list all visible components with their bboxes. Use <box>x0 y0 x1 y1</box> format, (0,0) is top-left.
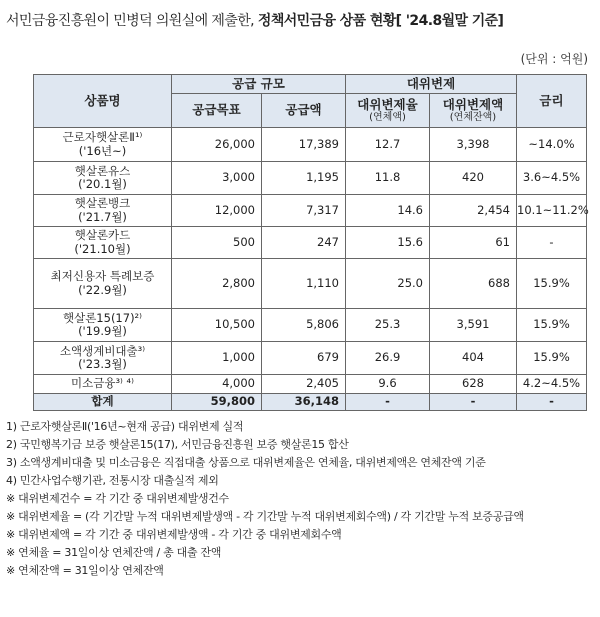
interest-cell: 3.6~4.5% <box>517 162 587 195</box>
header-target: 공급목표 <box>172 94 262 128</box>
target-cell: 26,000 <box>172 128 262 162</box>
table-row <box>34 342 587 375</box>
target-cell: 500 <box>172 227 262 259</box>
table-row <box>34 162 587 195</box>
rate-cell: 12.7 <box>346 128 430 162</box>
header-rate-sub: (연체액) <box>369 111 406 123</box>
total-sum: - <box>430 394 517 411</box>
total-interest: - <box>517 394 587 411</box>
header-amount: 공급액 <box>262 94 346 128</box>
total-target: 59,800 <box>172 394 262 411</box>
footnotes <box>6 418 596 580</box>
product-name: 최저신용자 특례보증 ('22.9월) <box>34 259 172 309</box>
sum-cell: 404 <box>430 342 517 375</box>
footnote: ※ 대위변제액 = 각 기간 중 대위변제발생액 - 각 기간 중 대위변제회수액 <box>6 528 342 541</box>
header-sum <box>430 94 517 128</box>
interest-cell: - <box>517 227 587 259</box>
amount-cell: 1,110 <box>262 259 346 309</box>
target-cell: 4,000 <box>172 375 262 394</box>
interest-cell: 10.1~11.2% <box>517 195 587 227</box>
footnote: ※ 연체잔액 = 31일이상 연체잔액 <box>6 564 164 577</box>
product-name: 햇살론15(17)²⁾ ('19.9월) <box>34 309 172 342</box>
sum-cell: 3,591 <box>430 309 517 342</box>
product-name: 소액생계비대출³⁾ ('23.3월) <box>34 342 172 375</box>
header-subrogation-group: 대위변제 <box>346 75 517 94</box>
rate-cell: 26.9 <box>346 342 430 375</box>
amount-cell: 5,806 <box>262 309 346 342</box>
total-rate: - <box>346 394 430 411</box>
title-prefix: 서민금융진흥원이 민병덕 의원실에 제출한, <box>6 13 258 29</box>
interest-cell: 15.9% <box>517 342 587 375</box>
amount-cell: 7,317 <box>262 195 346 227</box>
target-cell: 1,000 <box>172 342 262 375</box>
header-supply-group: 공급 규모 <box>172 75 346 94</box>
table-row <box>34 227 587 259</box>
total-amount: 36,148 <box>262 394 346 411</box>
amount-cell: 2,405 <box>262 375 346 394</box>
sum-cell: 420 <box>430 162 517 195</box>
product-table <box>33 74 587 411</box>
footnote: ※ 대위변제율 = (각 기간말 누적 대위변제발생액 - 각 기간말 누적 대위변제회수액) / 각 기간말 누적 보증공급액 <box>6 510 524 523</box>
title-bold: 정책서민금융 상품 현황[ '24.8월말 기준] <box>257 13 504 29</box>
product-name: 햇살론유스 ('20.1월) <box>34 162 172 195</box>
target-cell: 10,500 <box>172 309 262 342</box>
header-sum-label: 대위변제액 <box>442 96 504 112</box>
sum-cell: 628 <box>430 375 517 394</box>
amount-cell: 679 <box>262 342 346 375</box>
document-title <box>6 10 596 30</box>
footnote: 2) 국민행복기금 보증 햇살론15(17), 서민금융진흥원 보증 햇살론15 합산 <box>6 438 349 451</box>
total-label: 합계 <box>34 394 172 411</box>
footnote: ※ 대위변제건수 = 각 기간 중 대위변제발생건수 <box>6 492 229 505</box>
footnote: 4) 민간사업수행기관, 전통시장 대출실적 제외 <box>6 474 219 487</box>
footnote: 1) 근로자햇살론Ⅱ('16년~현재 공급) 대위변제 실적 <box>6 420 244 433</box>
amount-cell: 1,195 <box>262 162 346 195</box>
total-row <box>34 394 587 411</box>
product-name: 햇살론카드 ('21.10월) <box>34 227 172 259</box>
header-rate <box>346 94 430 128</box>
interest-cell: ~14.0% <box>517 128 587 162</box>
sum-cell: 688 <box>430 259 517 309</box>
sum-cell: 61 <box>430 227 517 259</box>
table-row <box>34 259 587 309</box>
interest-cell: 15.9% <box>517 259 587 309</box>
rate-cell: 25.0 <box>346 259 430 309</box>
table-row <box>34 309 587 342</box>
target-cell: 2,800 <box>172 259 262 309</box>
table-row <box>34 195 587 227</box>
rate-cell: 9.6 <box>346 375 430 394</box>
footnote: ※ 연체율 = 31일이상 연체잔액 / 총 대출 잔액 <box>6 546 222 559</box>
header-rate-label: 대위변제율 <box>357 96 418 112</box>
footnote: 3) 소액생계비대출 및 미소금융은 직접대출 상품으로 대위변제율은 연체율, 대위변제액은 연체잔액 기준 <box>6 456 486 469</box>
amount-cell: 17,389 <box>262 128 346 162</box>
header-interest: 금리 <box>517 75 587 128</box>
sum-cell: 2,454 <box>430 195 517 227</box>
table-row <box>34 375 587 394</box>
rate-cell: 15.6 <box>346 227 430 259</box>
sum-cell: 3,398 <box>430 128 517 162</box>
rate-cell: 11.8 <box>346 162 430 195</box>
rate-cell: 25.3 <box>346 309 430 342</box>
product-name: 미소금융³⁾ ⁴⁾ <box>34 375 172 394</box>
interest-cell: 15.9% <box>517 309 587 342</box>
rate-cell: 14.6 <box>346 195 430 227</box>
target-cell: 12,000 <box>172 195 262 227</box>
table-row <box>34 128 587 162</box>
unit-label: (단위 : 억원) <box>520 52 588 66</box>
header-product: 상품명 <box>34 75 172 128</box>
interest-cell: 4.2~4.5% <box>517 375 587 394</box>
product-name: 근로자햇살론Ⅱ¹⁾ ('16년~) <box>34 128 172 162</box>
product-name: 햇살론뱅크 ('21.7월) <box>34 195 172 227</box>
target-cell: 3,000 <box>172 162 262 195</box>
amount-cell: 247 <box>262 227 346 259</box>
header-sum-sub: (연체잔액) <box>449 111 497 123</box>
